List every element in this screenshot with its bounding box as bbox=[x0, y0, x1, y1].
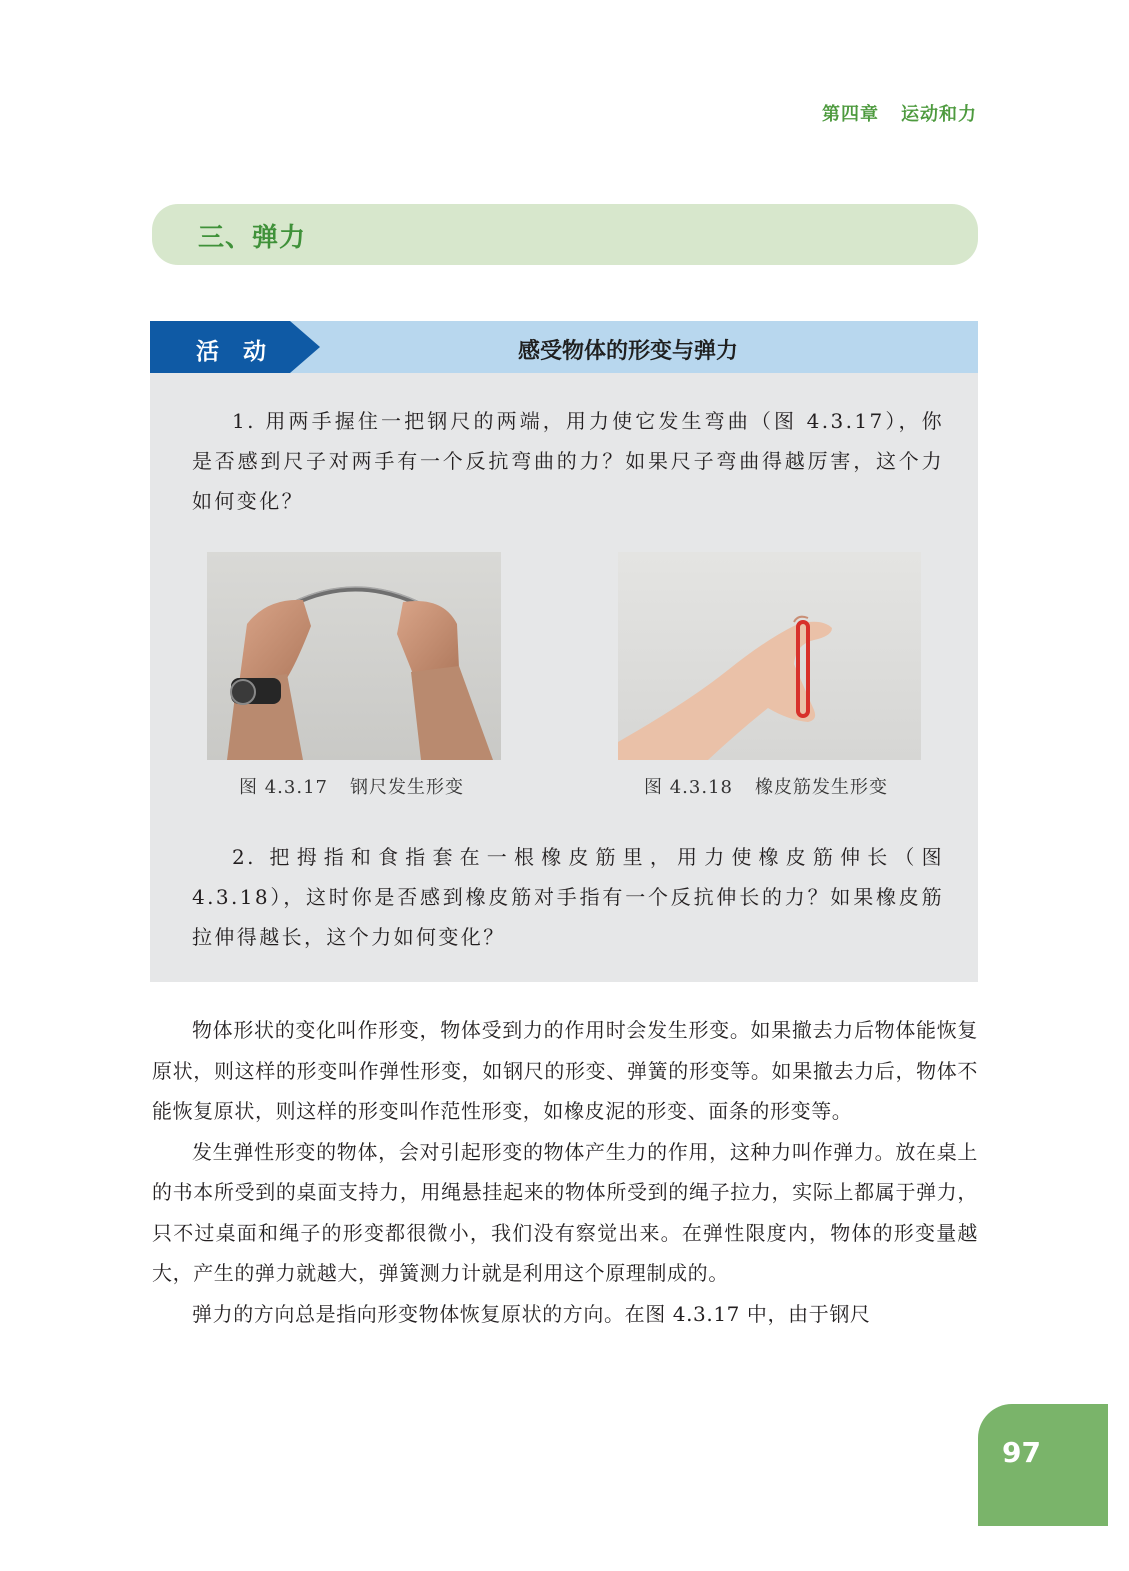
figure-caption-text-2: 橡皮筋发生形变 bbox=[754, 777, 888, 798]
figure-rubber-band-photo bbox=[618, 552, 921, 760]
body-paragraph-3: 弹力的方向总是指向形变物体恢复原状的方向。在图 4.3.17 中，由于钢尺 bbox=[192, 1301, 871, 1326]
activity-header bbox=[150, 321, 978, 373]
figure-caption-1 bbox=[239, 773, 464, 799]
figure-caption-2 bbox=[644, 773, 888, 799]
activity-tab-label: 活 动 bbox=[196, 339, 275, 365]
chapter-header bbox=[822, 100, 977, 126]
rubber-band-stretch-image bbox=[618, 552, 921, 760]
section-title: 三、弹力 bbox=[198, 223, 307, 253]
activity-question-2: 2. 把拇指和食指套在一根橡皮筋里，用力使橡皮筋伸长（图 4.3.18），这时你是否感到橡皮筋对手指有一个反抗伸长的力？如果橡皮筋拉伸得越长，这个力如何变化？ bbox=[192, 845, 944, 949]
figure-steel-ruler-photo bbox=[207, 552, 501, 760]
body-text bbox=[152, 1010, 978, 1334]
steel-ruler-bending-image bbox=[207, 552, 501, 760]
activity-title: 感受物体的形变与弹力 bbox=[518, 339, 739, 364]
body-paragraph-2: 发生弹性形变的物体，会对引起形变的物体产生力的作用，这种力叫作弹力。放在桌上的书本所受到的桌面支持力，用绳悬挂起来的物体所受到的绳子拉力，实际上都属于弹力，只不过桌面和绳子的形变都很微小，我们没有察觉出来。在弹性限度内，物体的形变量越大，产生的弹力就越大，弹簧测力计就是利用这个原理制成的。 bbox=[152, 1139, 978, 1285]
figure-number-2: 图 4.3.18 bbox=[644, 777, 733, 798]
section-heading-bar bbox=[152, 204, 978, 265]
chapter-number: 第四章 bbox=[822, 104, 879, 125]
activity-box bbox=[150, 321, 978, 982]
activity-question-1: 1. 用两手握住一把钢尺的两端，用力使它发生弯曲（图 4.3.17），你是否感到尺子对两手有一个反抗弯曲的力？如果尺子弯曲得越厉害，这个力如何变化？ bbox=[192, 409, 944, 513]
figure-number-1: 图 4.3.17 bbox=[239, 777, 328, 798]
page-number: 97 bbox=[1002, 1436, 1041, 1469]
chapter-title: 运动和力 bbox=[901, 104, 977, 125]
body-paragraph-1: 物体形状的变化叫作形变，物体受到力的作用时会发生形变。如果撤去力后物体能恢复原状，则这样的形变叫作弹性形变，如钢尺的形变、弹簧的形变等。如果撤去力后，物体不能恢复原状，则这样的形变叫作范性形变，如橡皮泥的形变、面条的形变等。 bbox=[152, 1018, 978, 1123]
figure-caption-text-1: 钢尺发生形变 bbox=[349, 777, 464, 798]
page-number-tab bbox=[978, 1404, 1108, 1526]
